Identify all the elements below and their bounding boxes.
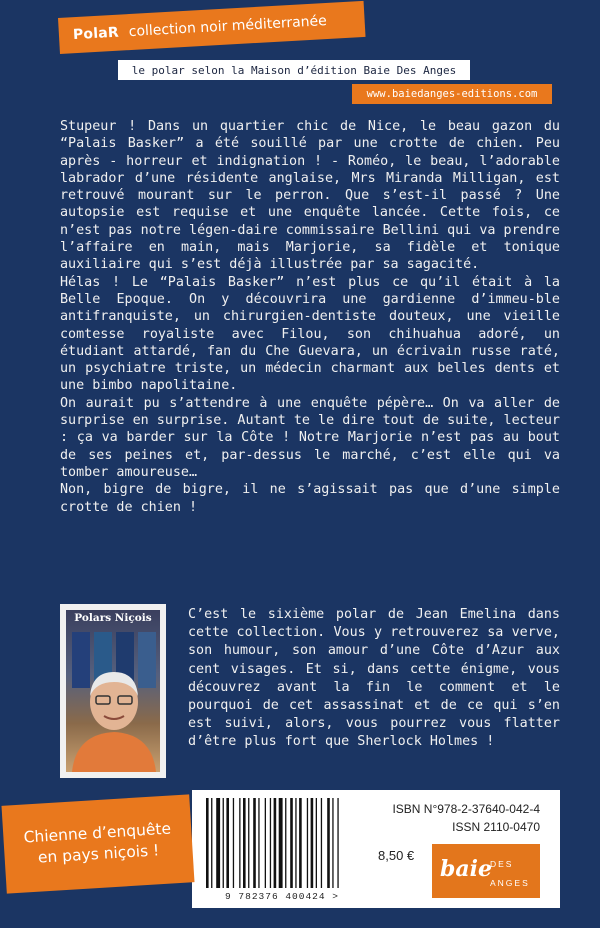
barcode-number: 9 782376 400424 > — [225, 891, 339, 902]
publisher-logo — [432, 844, 540, 898]
author-bio: C’est le sixième polar de Jean Emelina dans cette collection. Vous y retrouverez sa verve, son humour, son amour d’une Côte d’Azur aux cent visages. Et si, dans cette énigme, vous découvrez avant la fin le comment et le pourquoi de cet assassinat et de ce qui s’en est suivi, alors, vous pourrez vous flatter d’être plus fort que Sherlock Holmes ! — [188, 607, 560, 750]
collection-subtitle: collection noir méditerranée — [128, 13, 328, 41]
author-portrait-icon — [66, 610, 160, 772]
logo-baie: baie — [440, 856, 492, 882]
cover-tag: Chienne d’enquête en pays niçois ! — [1, 794, 194, 893]
collection-banner — [58, 1, 366, 54]
barcode-icon — [202, 798, 358, 890]
back-cover-blurb: Stupeur ! Dans un quartier chic de Nice, le beau gazon du “Palais Basker” a été souillé par une crotte de chien. Peu après - horreur et indignation ! - Roméo, le beau, l’adorable labrador d’une résidente anglaise, Mrs Miranda Milligan, est retrouvé mourant sur le perron. Que s’est-il passé ? Une autopsie est requise et une enquête lancée. Cette fois, ce n’est pas notre légen-daire commissaire Bellini qui va prendre l’affaire en main, mais Marjorie, sa fidèle et tonique auxiliaire qui s’est déjà illustrée par sa sagacité. Hélas ! Le “Palais Basker” n’est plus ce qu’il était à la Belle Epoque. On y découvrira une gardienne d’immeu-ble antifranquiste, un chirurgien-dentiste douteux, une vieille comtesse royaliste avec Filou, son chihuahua adoré, un étudiant attardé, fan du Che Guevara, un écrivain russe raté, un psychiatre triste, un médecin charmant aux belles dents et une bimbo napolitaine. On aurait pu s’attendre à une enquête pépère… On va aller de surprise en surprise. Autant te le dire tout de suite, lecteur : ça va barder sur la Côte ! Notre Marjorie n’est pas au bout de ses peines et, par-dessus le marché, c’est elle qui va tomber amoureuse… Non, bigre de bigre, il ne s’agissait pas que d’une simple crotte de chien ! — [60, 119, 560, 515]
logo-anges: ANGES — [490, 878, 530, 888]
isbn-number: ISBN N°978-2-37640-042-4 — [392, 802, 540, 816]
logo-des: DES — [490, 859, 514, 869]
author-photo — [60, 604, 166, 778]
publisher-tagline: le polar selon la Maison d’édition Baie Des Anges — [118, 60, 470, 80]
price: 8,50 € — [378, 848, 415, 863]
isbn-box — [192, 790, 560, 908]
photo-book-title: Polars Niçois — [74, 612, 152, 624]
issn-number: ISSN 2110-0470 — [452, 820, 540, 834]
collection-name: PolaR — [72, 24, 120, 44]
website-link[interactable]: www.baiedanges-editions.com — [352, 84, 552, 104]
